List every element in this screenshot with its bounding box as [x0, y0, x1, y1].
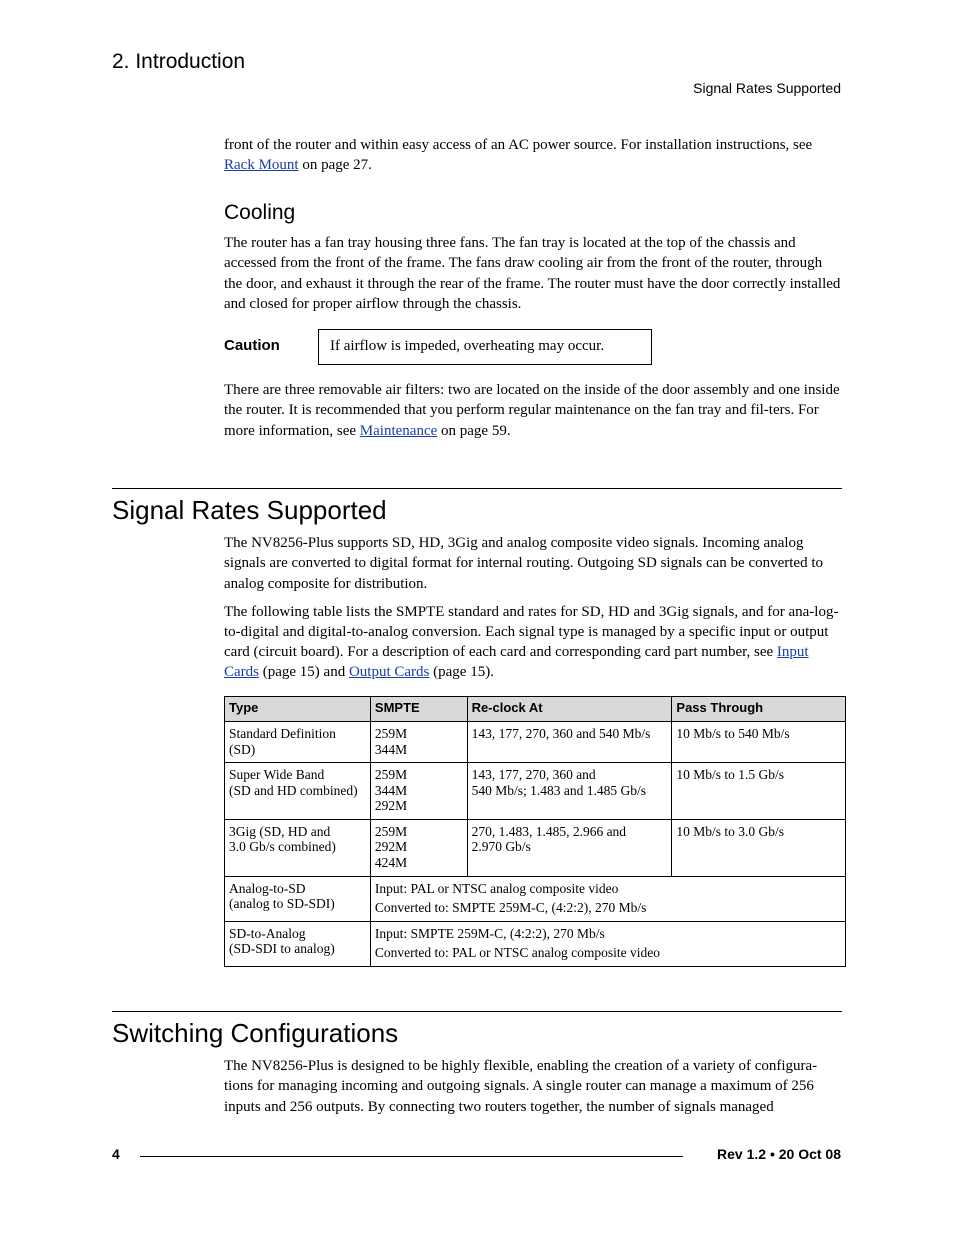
- cell-line: Analog-to-SD: [229, 880, 306, 896]
- table-row: [225, 763, 846, 820]
- signal-rates-heading: Signal Rates Supported: [112, 495, 387, 525]
- smpte-cell: [370, 763, 467, 820]
- cell-line: 292M: [374, 839, 408, 854]
- chapter-title: 2. Introduction: [112, 50, 246, 73]
- cell-line: Converted to: PAL or NTSC analog composite video: [374, 945, 661, 960]
- type-cell: [225, 722, 371, 763]
- switching-paragraph: The NV8256-Plus is designed to be highly flexible, enabling the creation of a variety of configura-tions for managing incoming and outgoing signals. A single router can manage a maximum of 256 inputs and 256 outputs. By connecting two routers together, the number of signals managed: [224, 1058, 818, 1115]
- cooling-paragraph: The router has a fan tray housing three fans. The fan tray is located at the top of the chassis and accessed from the front of the frame. The fans draw cooling air from the front of the router, through the door, and exhaust it through the rear of the frame. The router must have the door correctly installed and closed for proper airflow through the chassis.: [224, 235, 841, 312]
- cell-line: (SD and HD combined): [229, 782, 358, 798]
- cell-line: 10 Mb/s to 1.5 Gb/s: [676, 767, 785, 782]
- cell-line: 540 Mb/s; 1.483 and 1.485 Gb/s: [471, 782, 646, 798]
- pass-through-cell: [672, 763, 846, 820]
- type-cell: [225, 819, 371, 876]
- revision-label: Rev 1.2 • 20 Oct 08: [717, 1146, 841, 1162]
- page-number: 4: [112, 1146, 120, 1162]
- switching-heading: Switching Configurations: [112, 1018, 399, 1048]
- reclock-cell: [467, 763, 672, 820]
- cell-line: Standard Definition: [229, 726, 336, 741]
- cell-line: 2.970 Gb/s: [471, 839, 531, 854]
- filters-paragraph: [224, 380, 844, 441]
- pass-through-cell: [672, 819, 846, 876]
- maintenance-link[interactable]: Maintenance: [359, 422, 438, 439]
- smpte-cell: [370, 819, 467, 876]
- section-divider: [112, 488, 842, 489]
- cell-line: 259M: [374, 767, 408, 782]
- cell-line: 259M: [374, 823, 408, 839]
- cell-line: SD-to-Analog: [229, 925, 306, 941]
- signal-rates-paragraph: The NV8256-Plus supports SD, HD, 3Gig and analog composite video signals. Incoming analog signals are converted to digital format for internal routing. Outgoing SD signals can be converted to analog composite for distribution.: [224, 535, 824, 592]
- cell-line: 292M: [374, 798, 408, 813]
- intro-text-after: on page 27.: [298, 157, 372, 174]
- table-intro-before: The following table lists the SMPTE standard and rates for SD, HD and 3Gig signals, and for ana-log-to-digital and digital-to-analog conversion. Each signal type is managed by a specific input or output card (circuit board). For a description of each card and corresponding card part number, see: [224, 604, 839, 660]
- signal-rates-table: [224, 696, 846, 967]
- type-cell: [225, 921, 371, 966]
- output-cards-link[interactable]: Output Cards: [348, 664, 430, 680]
- cell-line: 10 Mb/s to 540 Mb/s: [676, 726, 790, 741]
- reclock-cell: [467, 819, 672, 876]
- cell-line: Input: PAL or NTSC analog composite video: [374, 880, 619, 896]
- running-head: Signal Rates Supported: [693, 80, 841, 96]
- cell-line: 10 Mb/s to 3.0 Gb/s: [676, 823, 785, 839]
- cell-line: Super Wide Band: [229, 767, 325, 782]
- cell-line: Converted to: SMPTE 259M-C, (4:2:2), 270 Mb/s: [374, 900, 647, 915]
- cell-line: Input: SMPTE 259M-C, (4:2:2), 270 Mb/s: [374, 925, 605, 941]
- table-intro-after: (page 15).: [429, 664, 494, 680]
- cell-line: 143, 177, 270, 360 and 540 Mb/s: [471, 726, 651, 741]
- cell-line: 424M: [374, 854, 408, 870]
- table-intro-mid: (page 15) and: [259, 664, 349, 680]
- footer-rule: [140, 1156, 683, 1157]
- cooling-heading: Cooling: [224, 201, 296, 224]
- caution-text: If airflow is impeded, overheating may occur.: [330, 338, 605, 354]
- table-header-row: [225, 697, 846, 722]
- table-row: [225, 722, 846, 763]
- intro-paragraph: [224, 135, 844, 176]
- section-divider: [112, 1011, 842, 1012]
- column-header-smpte: SMPTE: [370, 697, 467, 722]
- column-header-pass-through: Pass Through: [672, 697, 846, 722]
- conversion-details-cell: [370, 876, 845, 921]
- cell-line: (SD-SDI to analog): [229, 941, 335, 956]
- cell-line: 3Gig (SD, HD and: [229, 823, 331, 839]
- cell-line: 143, 177, 270, 360 and: [471, 767, 596, 782]
- column-header-reclock: Re-clock At: [467, 697, 672, 722]
- cell-line: (SD): [229, 741, 256, 757]
- cell-line: 270, 1.483, 1.485, 2.966 and: [471, 823, 627, 839]
- smpte-cell: [370, 722, 467, 763]
- filters-text-after: on page 59.: [437, 422, 511, 439]
- pass-through-cell: [672, 722, 846, 763]
- reclock-cell: [467, 722, 672, 763]
- caution-label: Caution: [224, 337, 280, 354]
- table-intro-paragraph: [224, 602, 844, 682]
- intro-text-before: front of the router and within easy access of an AC power source. For installation instructions, see: [224, 137, 813, 153]
- table-row: [225, 819, 846, 876]
- caution-box: [318, 329, 652, 365]
- cell-line: 259M: [374, 726, 408, 741]
- rack-mount-link[interactable]: Rack Mount: [224, 157, 299, 174]
- cell-line: (analog to SD-SDI): [229, 896, 335, 911]
- cell-line: 3.0 Gb/s combined): [229, 839, 336, 854]
- column-header-type: Type: [225, 697, 371, 722]
- type-cell: [225, 763, 371, 820]
- table-row: [225, 921, 846, 966]
- cell-line: 344M: [374, 741, 408, 757]
- type-cell: [225, 876, 371, 921]
- filters-text-before: There are three removable air filters: two are located on the inside of the door assembly and one inside the router. It is recommended that you perform regular maintenance on the fan tray and fil-ters. For more information, see: [224, 382, 840, 439]
- table-row: [225, 876, 846, 921]
- conversion-details-cell: [370, 921, 845, 966]
- input-cards-link[interactable]: Input Cards: [224, 644, 809, 680]
- cell-line: 344M: [374, 782, 408, 798]
